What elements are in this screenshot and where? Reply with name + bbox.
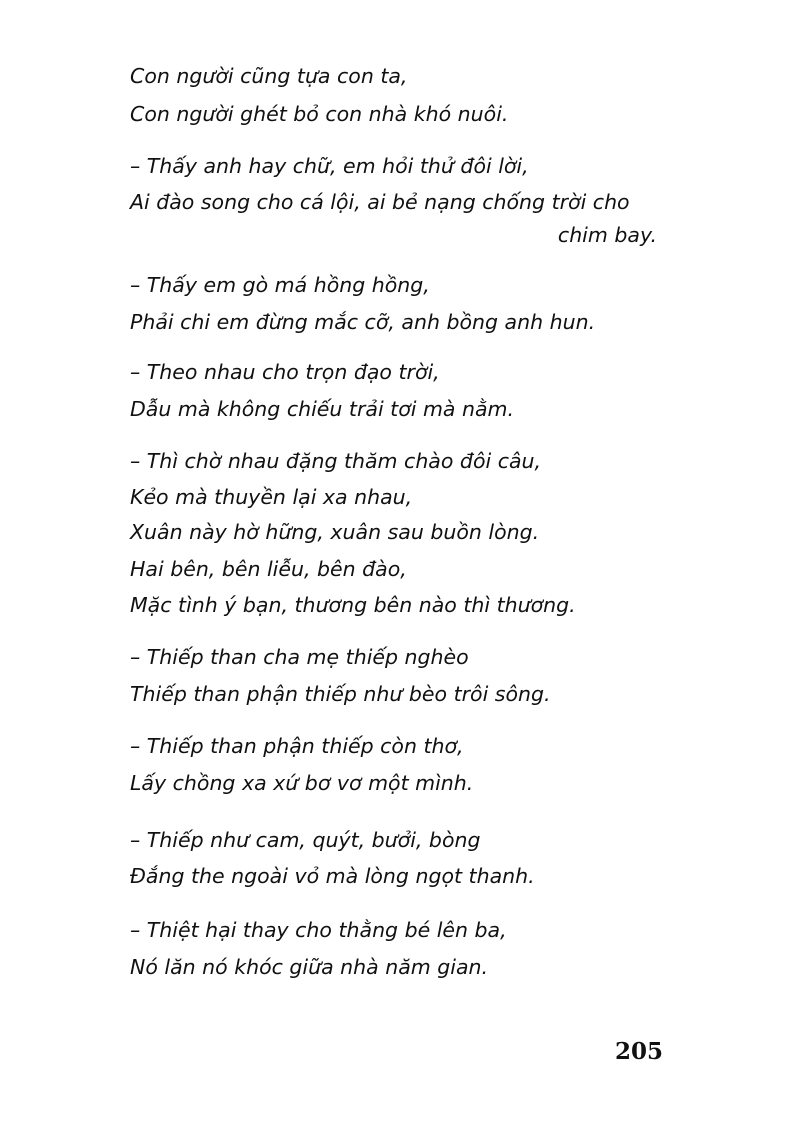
poem-line: – Thiệt hại thay cho thằng bé lên ba,: [130, 918, 507, 942]
poem-line: Lấy chồng xa xứ bơ vơ một mình.: [130, 771, 474, 795]
poem-line-continuation: chim bay.: [557, 223, 657, 247]
poem-line: Con người cũng tựa con ta,: [130, 64, 408, 88]
poem-line: Đắng the ngoài vỏ mà lòng ngọt thanh.: [130, 864, 535, 888]
poem-line: Con người ghét bỏ con nhà khó nuôi.: [130, 102, 509, 126]
poem-line: Ai đào song cho cá lội, ai bẻ nạng chống trời cho: [130, 190, 630, 214]
poem-line: Nó lăn nó khóc giữa nhà năm gian.: [130, 955, 489, 979]
poem-line: – Thiếp như cam, quýt, bưởi, bòng: [130, 828, 481, 852]
poem-line: Phải chi em đừng mắc cỡ, anh bồng anh hun.: [130, 310, 596, 334]
poem-line: – Thiếp than phận thiếp còn thơ,: [130, 734, 464, 758]
poem-line: Mặc tình ý bạn, thương bên nào thì thương.: [130, 593, 576, 617]
poem-line: Thiếp than phận thiếp như bèo trôi sông.: [130, 682, 551, 706]
poem-line: Hai bên, bên liễu, bên đào,: [130, 557, 407, 581]
poem-line: Kẻo mà thuyền lại xa nhau,: [130, 485, 413, 509]
poem-line: – Thiếp than cha mẹ thiếp nghèo: [130, 645, 469, 669]
poem-line: Xuân này hờ hững, xuân sau buồn lòng.: [130, 520, 540, 544]
poem-line: – Theo nhau cho trọn đạo trời,: [130, 360, 440, 384]
poem-line: – Thì chờ nhau đặng thăm chào đôi câu,: [130, 449, 542, 473]
poem-line: Dẫu mà không chiếu trải tơi mà nằm.: [130, 397, 515, 421]
poem-line: – Thấy anh hay chữ, em hỏi thử đôi lời,: [130, 154, 529, 178]
poem-line: – Thấy em gò má hồng hồng,: [130, 273, 430, 297]
page-number: 205: [614, 1038, 663, 1065]
